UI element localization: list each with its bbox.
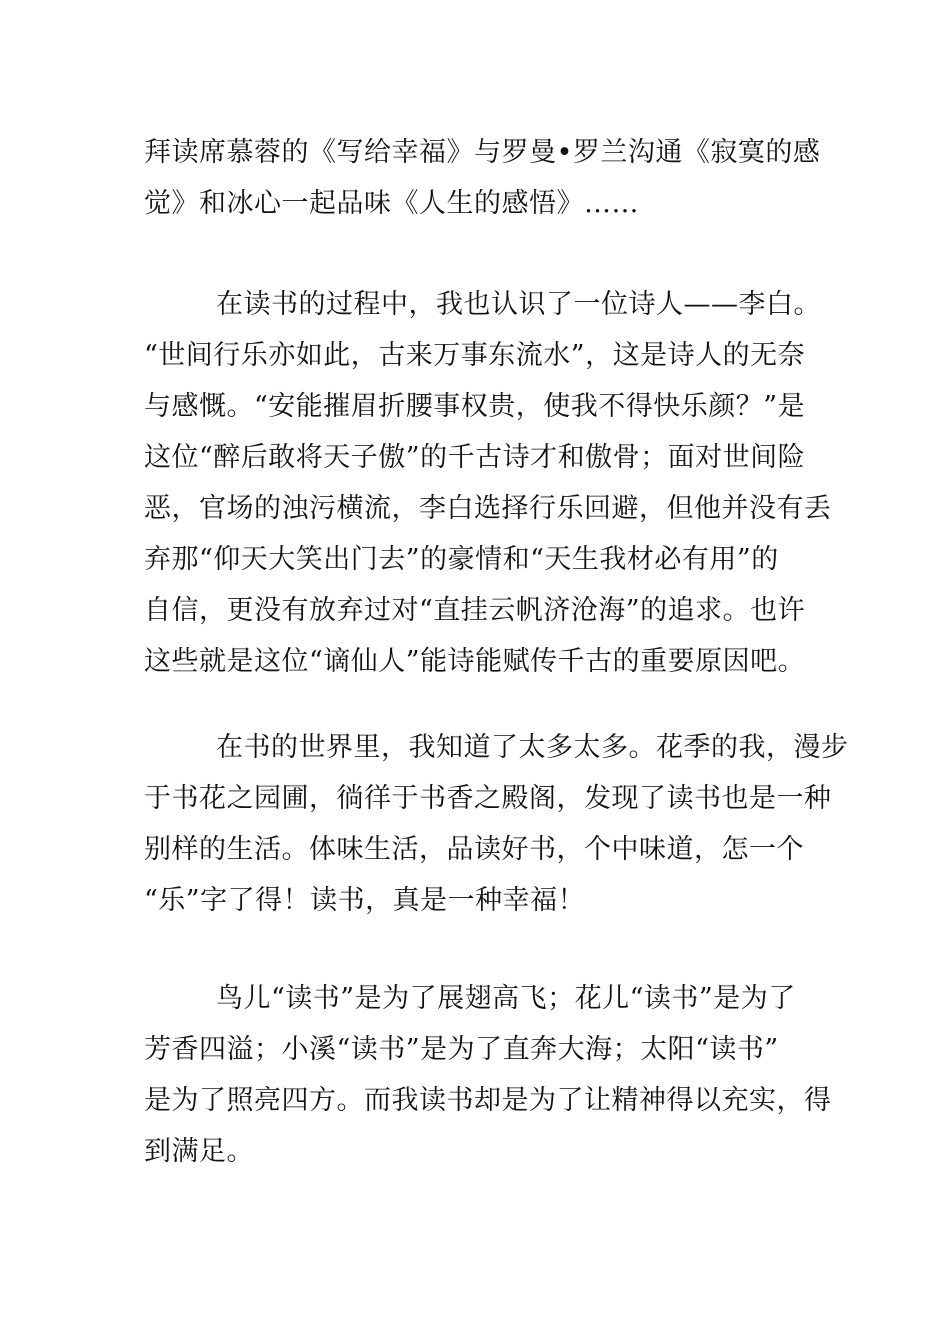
text-line: 于书花之园圃，徜徉于书香之殿阁，发现了读书也是一种 <box>144 783 832 814</box>
text-line: 觉》和冰心一起品味《人生的感悟》…… <box>144 188 639 219</box>
text-line: 这位“醉后敢将天子傲”的千古诗才和傲骨；面对世间险 <box>144 442 806 473</box>
text-line: “世间行乐亦如此，古来万事东流水”，这是诗人的无奈 <box>144 340 806 371</box>
text-line: “乐”字了得！读书，真是一种幸福！ <box>144 885 586 916</box>
text-line: 是为了照亮四方。而我读书却是为了让精神得以充实，得 <box>144 1085 832 1116</box>
paragraph-1 <box>144 127 821 229</box>
text-line: 这些就是这位“谪仙人”能诗能赋传千古的重要原因吧。 <box>144 646 806 677</box>
text-line: 芳香四溢；小溪“读书”是为了直奔大海；太阳“读书” <box>144 1034 779 1065</box>
text-line: 拜读席慕蓉的《写给幸福》与罗曼•罗兰沟通《寂寞的感 <box>144 137 821 168</box>
text-line: 别样的生活。体味生活，品读好书，个中味道，怎一个 <box>144 834 804 865</box>
text-line: 弃那“仰天大笑出门去”的豪情和“天生我材必有用”的 <box>144 544 779 575</box>
text-line: 鸟儿“读书”是为了展翅高飞；花儿“读书”是为了 <box>216 983 796 1014</box>
text-line: 与感慨。“安能摧眉折腰事权贵，使我不得快乐颜？”是 <box>144 391 806 422</box>
text-line: 恶，官场的浊污横流，李白选择行乐回避，但他并没有丢 <box>144 493 832 524</box>
text-line: 在书的世界里，我知道了太多太多。花季的我，漫步 <box>216 732 849 763</box>
text-line: 在读书的过程中，我也认识了一位诗人——李白。 <box>216 289 821 320</box>
paragraph-2 <box>144 279 832 687</box>
paragraph-4 <box>144 973 832 1177</box>
text-line: 到满足。 <box>144 1136 254 1167</box>
paragraph-3 <box>144 722 849 926</box>
text-line: 自信，更没有放弃过对“直挂云帆济沧海”的追求。也许 <box>144 595 806 626</box>
